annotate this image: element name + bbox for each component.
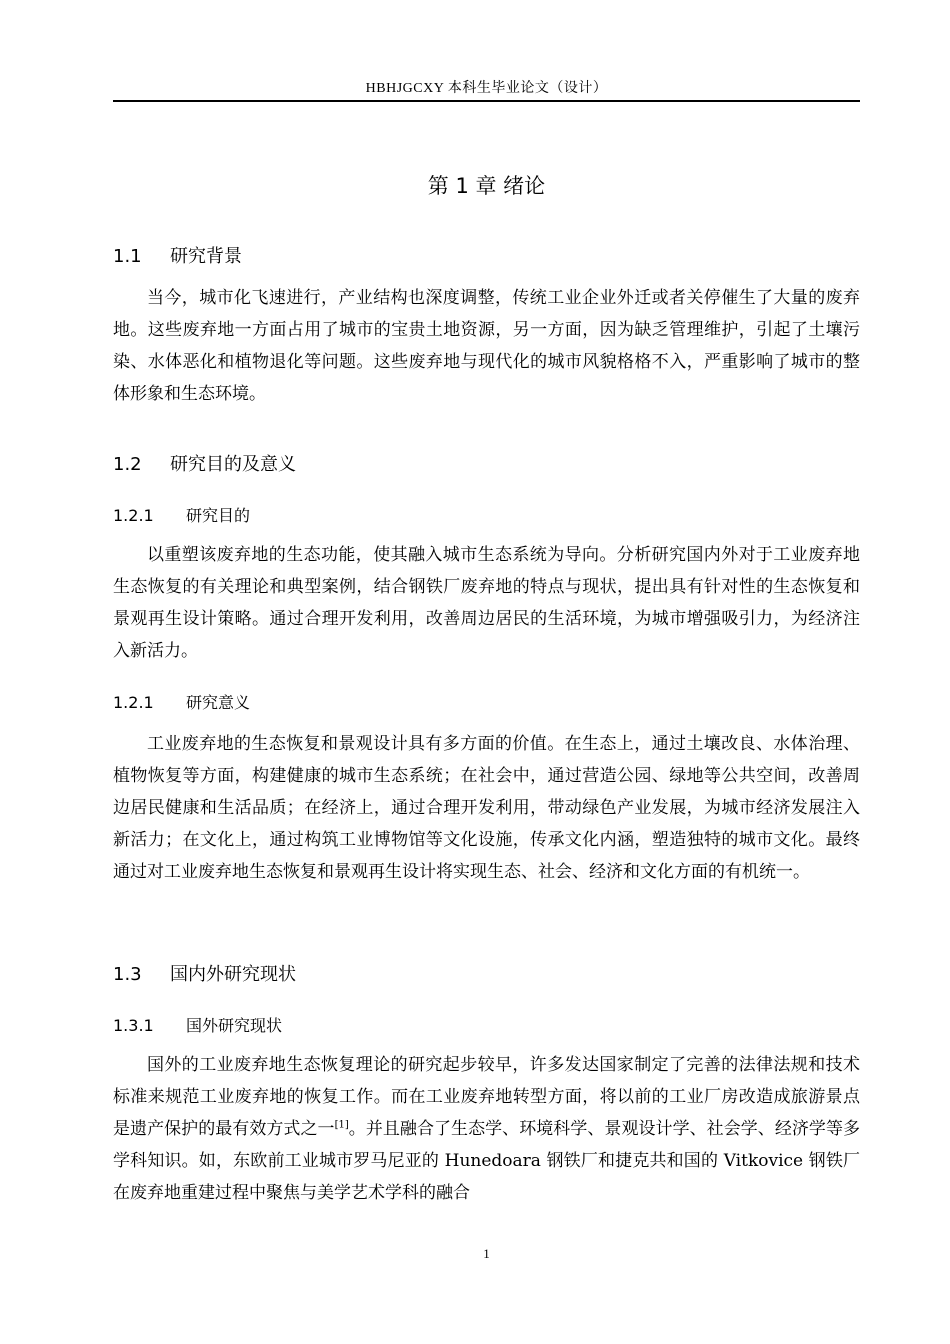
section-heading-1-1 bbox=[113, 242, 242, 268]
subsection-number: 1.3.1 bbox=[113, 1016, 154, 1035]
paragraph-research-significance: 工业废弃地的生态恢复和景观设计具有多方面的价值。在生态上，通过土壤改良、水体治理、植物恢复等方面，构建健康的城市生态系统；在社会中，通过营造公园、绿地等公共空间，改善周边居民健康和生活品质；在经济上，通过合理开发利用，带动绿色产业发展，为城市经济发展注入新活力；在文化上，通过构筑工业博物馆等文化设施，传承文化内涵，塑造独特的城市文化。最终通过对工业废弃地生态恢复和景观再生设计将实现生态、社会、经济和文化方面的有机统一。 bbox=[113, 734, 860, 882]
subsection-heading-research-significance bbox=[113, 690, 250, 713]
section-heading-1-2 bbox=[113, 450, 296, 476]
paragraph-text: 国外的工业废弃地生态恢复理论的研究起步较早，许多发达国家制定了完善的法律法规和技术标准来规范工业废弃地的恢复工作。而在工业废弃地转型方面，将以前的工业厂房改造成旅游景点是遗产保护的最有效方式之一 bbox=[113, 1055, 860, 1139]
subsection-title: 国外研究现状 bbox=[186, 1016, 283, 1035]
subsection-title: 研究目的 bbox=[186, 506, 251, 525]
header-rule bbox=[113, 100, 860, 102]
chapter-title: 第 1 章 绪论 bbox=[427, 174, 546, 198]
section-number: 1.1 bbox=[113, 246, 142, 267]
section-heading-1-3 bbox=[113, 960, 296, 986]
subsection-number: 1.2.1 bbox=[113, 506, 154, 525]
subsection-heading-research-purpose bbox=[113, 503, 250, 526]
page-number: 1 bbox=[483, 1246, 490, 1261]
paragraph-text: 。并且融合了生态学、环境科学、景观设计学、社会学、经济学等多学科知识。如，东欧前工业城市罗马尼亚的 Hunedoara 钢铁厂和捷克共和国的 Vitkovice 钢铁厂在废弃地重建过程中聚焦与美学艺术学科的融合 bbox=[113, 1119, 861, 1203]
paragraph-research-background: 当今，城市化飞速进行，产业结构也深度调整，传统工业企业外迁或者关停催生了大量的废弃地。这些废弃地一方面占用了城市的宝贵土地资源，另一方面，因为缺乏管理维护，引起了土壤污染、水体恶化和植物退化等问题。这些废弃地与现代化的城市风貌格格不入，严重影响了城市的整体形象和生态环境。 bbox=[113, 288, 860, 404]
citation-reference[interactable]: [1] bbox=[334, 1119, 349, 1131]
section-title: 研究背景 bbox=[170, 246, 242, 267]
subsection-title: 研究意义 bbox=[186, 693, 251, 712]
section-title: 国内外研究现状 bbox=[170, 964, 296, 985]
section-title: 研究目的及意义 bbox=[170, 454, 296, 475]
paragraph-research-purpose: 以重塑该废弃地的生态功能，使其融入城市生态系统为导向。分析研究国内外对于工业废弃地生态恢复的有关理论和典型案例，结合钢铁厂废弃地的特点与现状，提出具有针对性的生态恢复和景观再生设计策略。通过合理开发利用，改善周边居民的生活环境，为城市增强吸引力，为经济注入新活力。 bbox=[113, 545, 860, 661]
paragraph-foreign-research bbox=[113, 1049, 860, 1209]
running-header: HBHJGCXY 本科生毕业论文（设计） bbox=[365, 81, 608, 96]
section-number: 1.3 bbox=[113, 964, 142, 985]
subsection-number: 1.2.1 bbox=[113, 693, 154, 712]
subsection-heading-foreign-research bbox=[113, 1013, 282, 1036]
section-number: 1.2 bbox=[113, 454, 142, 475]
